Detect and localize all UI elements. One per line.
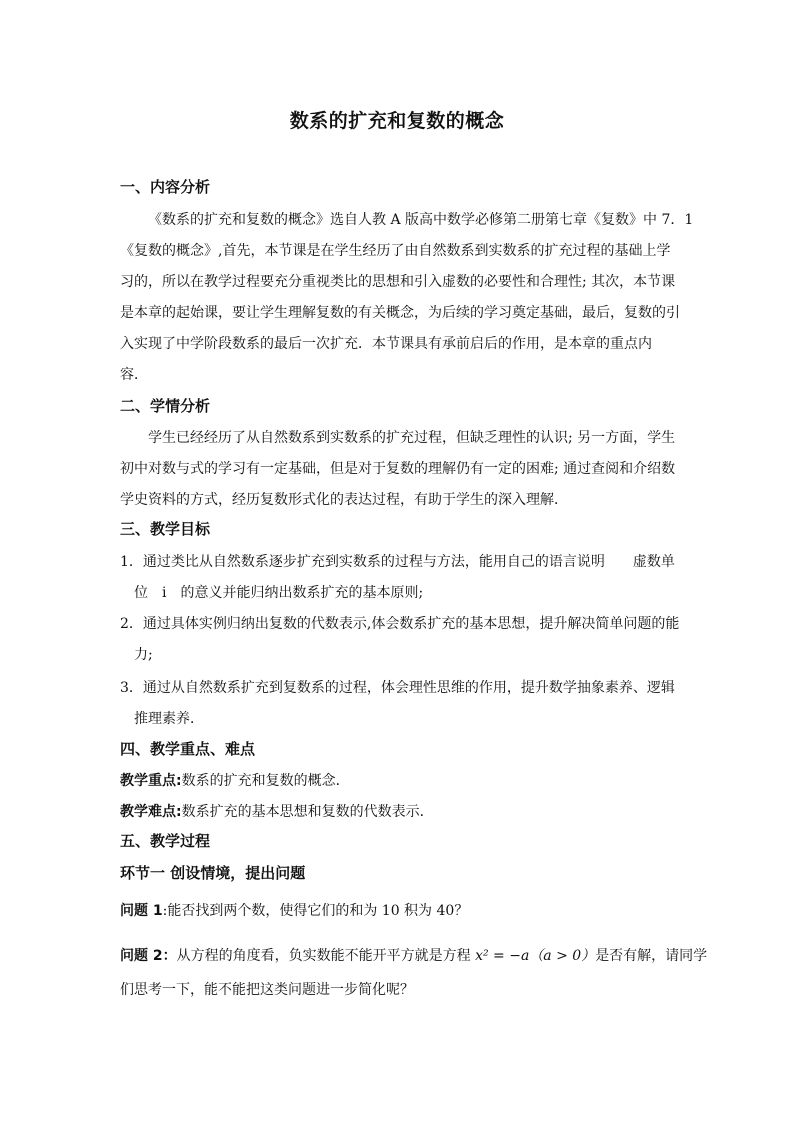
equation: x² = −a（a > 0） xyxy=(475,948,596,964)
question-1 xyxy=(120,900,468,920)
item-label: 教学重点: xyxy=(120,773,182,789)
item-text: 数系扩充的基本思想和复数的代数表示． xyxy=(181,804,434,820)
paragraph-line: 《复数的概念》,首先，本节课是在学生经历了由自然数系到实数系的扩充过程的基础上学 xyxy=(120,243,671,259)
question-text: 是否有解，请同学 xyxy=(595,948,708,964)
question-text: 从方程的角度看，负实数能不能开平方就是方程 xyxy=(176,948,476,964)
goal-line: 推理素养． xyxy=(134,711,204,727)
step-heading: 环节一 创设情境，提出问题 xyxy=(120,864,306,882)
paragraph-line: 是本章的起始课，要让学生理解复数的有关概念，为后续的学习奠定基础，最后，复数的引 xyxy=(120,305,680,321)
paragraph-line: 学史资料的方式，经历复数形式化的表达过程，有助于学生的深入理解． xyxy=(120,492,568,508)
section-heading-key-points: 四、教学重点、难点 xyxy=(120,740,256,758)
paragraph-line: 学生已经经历了从自然数系到实数系的扩充过程，但缺乏理性的认识; 另一方面，学生 xyxy=(148,430,676,446)
question-text: :能否找到两个数，使得它们的和为 10 积为 40？ xyxy=(162,903,469,919)
section-heading-student-analysis: 二、学情分析 xyxy=(120,397,211,415)
item-text: 数系的扩充和复数的概念． xyxy=(181,773,350,789)
section-heading-teaching-goals: 三、教学目标 xyxy=(120,520,211,538)
paragraph-line: 《数系的扩充和复数的概念》选自人教 A 版高中数学必修第二册第七章《复数》中 7．1 xyxy=(148,212,694,228)
paragraph-line: 容． xyxy=(120,367,148,383)
section-heading-teaching-process: 五、教学过程 xyxy=(120,832,211,850)
item-label: 教学难点: xyxy=(120,804,182,820)
paragraph-line: 初中对数与式的学习有一定基础，但是对于复数的理解仍有一定的困难; 通过查阅和介绍数 xyxy=(120,461,676,477)
difficulty-item xyxy=(120,801,434,821)
question-label: 问题 2： xyxy=(120,948,177,964)
goal-line: 3．通过从自然数系扩充到复数系的过程，体会理性思维的作用，提升数学抽象素养、逻辑 xyxy=(120,680,675,696)
goal-line: 1．通过类比从自然数系逐步扩充到实数系的过程与方法，能用自己的语言说明 虚数单 xyxy=(120,554,675,570)
goal-line: 位 i 的意义并能归纳出数系扩充的基本原则; xyxy=(134,585,424,601)
goal-line: 力; xyxy=(134,647,153,663)
page-title: 数系的扩充和复数的概念 xyxy=(289,110,505,132)
goal-line: 2．通过具体实例归纳出复数的代数表示,体会数系扩充的基本思想，提升解决简单问题的能 xyxy=(120,616,680,632)
section-heading-content-analysis: 一、内容分析 xyxy=(120,178,211,196)
question-label: 问题 1 xyxy=(120,903,163,919)
question-2-continued: 们思考一下，能不能把这类问题进一步简化呢？ xyxy=(120,982,414,998)
key-point-item xyxy=(120,770,350,790)
paragraph-line: 习的，所以在教学过程要充分重视类比的思想和引入虚数的必要性和合理性; 其次，本节课 xyxy=(120,274,676,290)
paragraph-line: 入实现了中学阶段数系的最后一次扩充．本节课具有承前启后的作用，是本章的重点内 xyxy=(120,336,652,352)
question-2 xyxy=(120,945,707,965)
